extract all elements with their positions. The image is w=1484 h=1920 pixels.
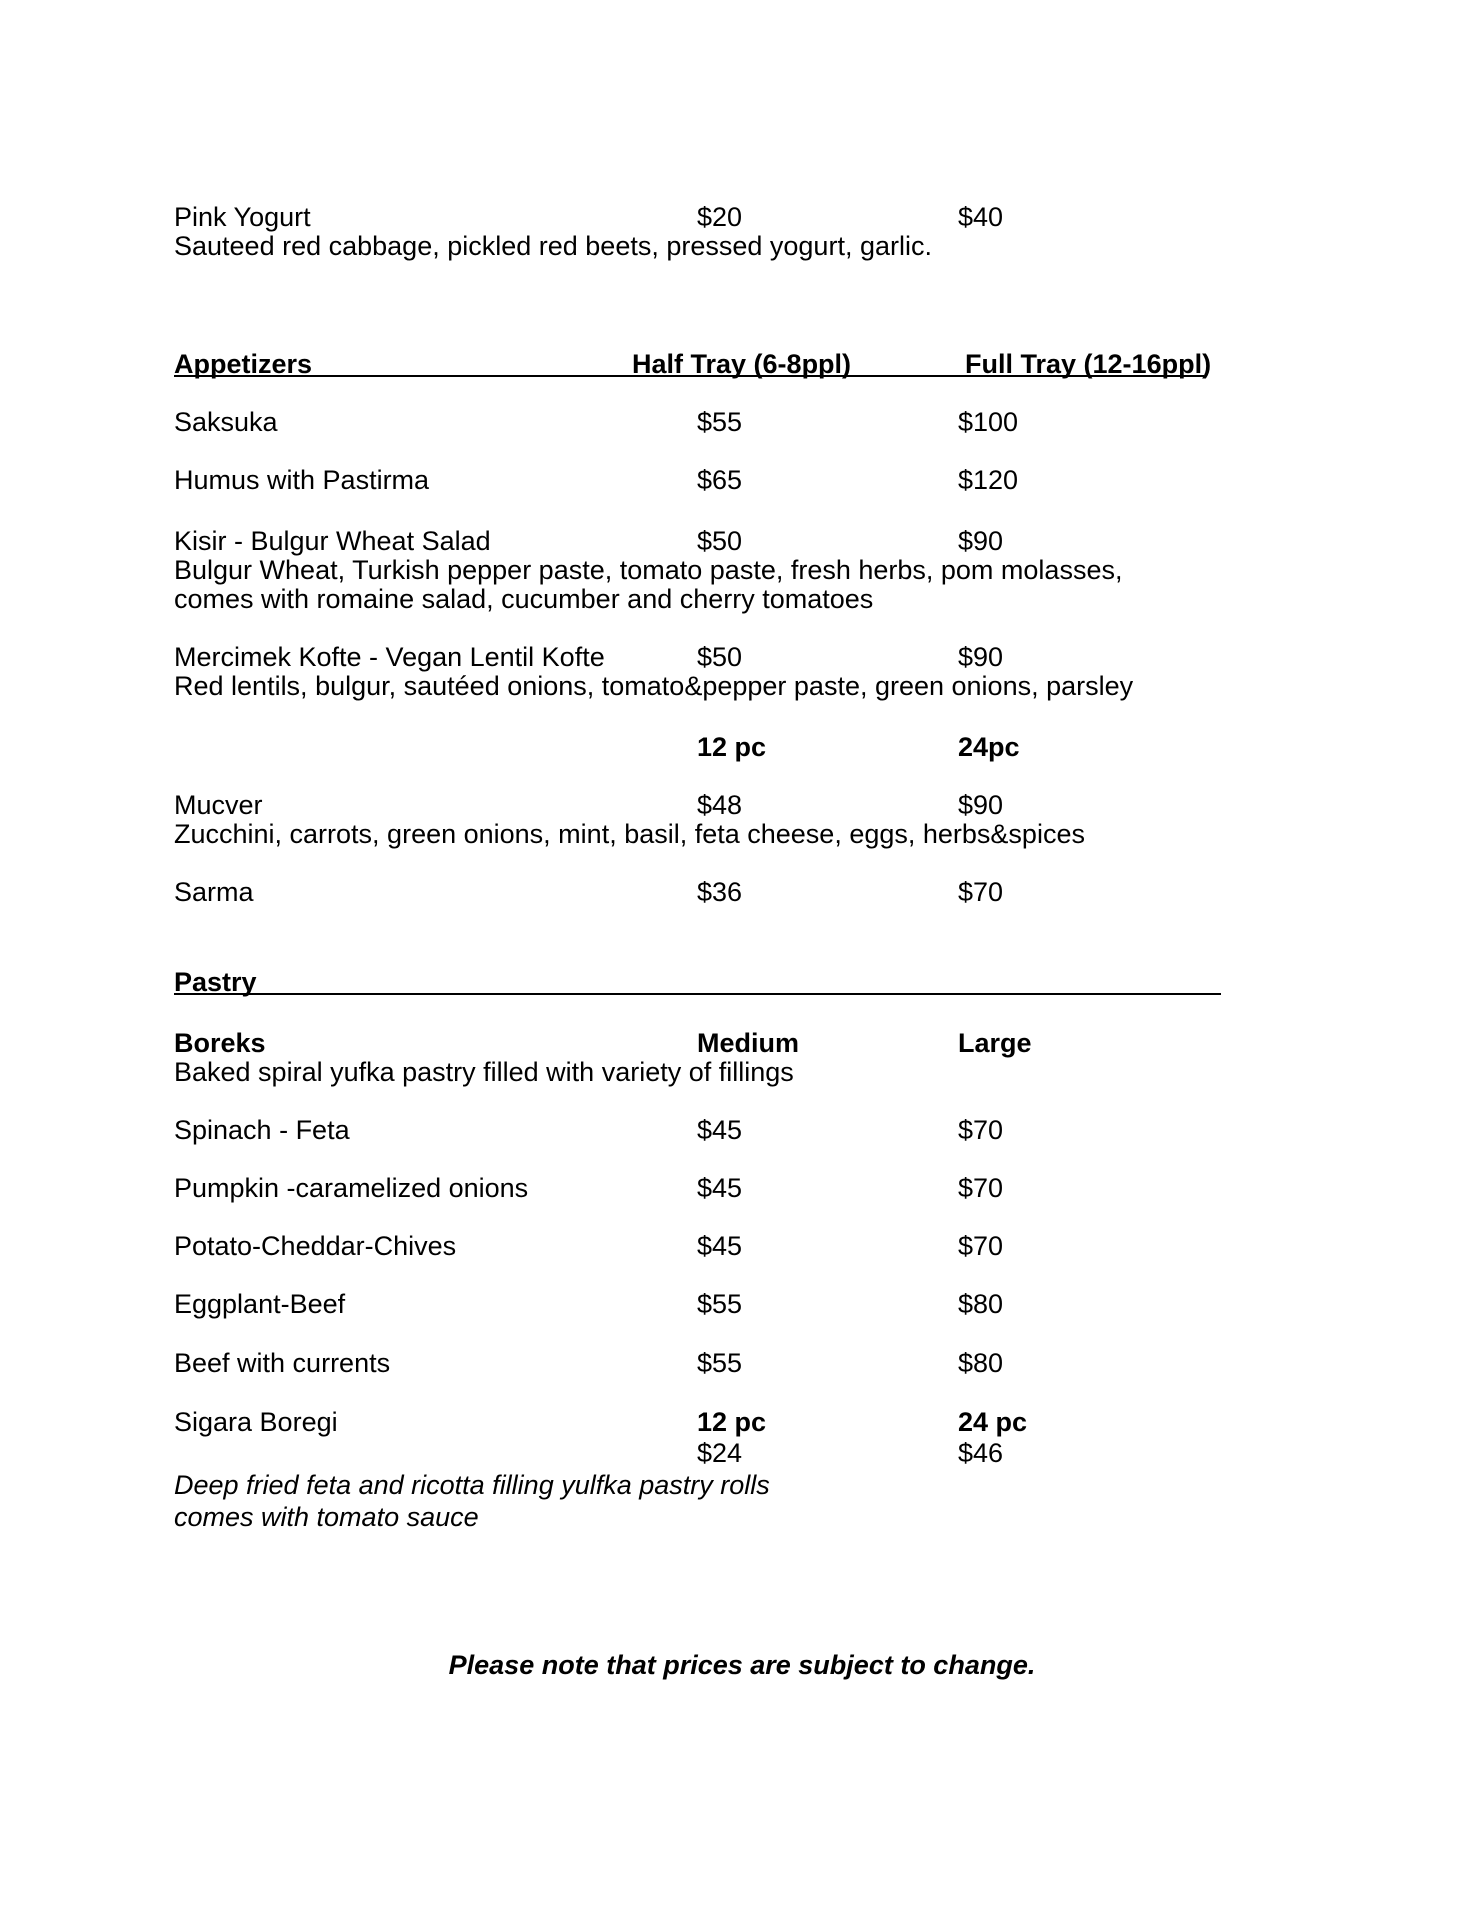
- menu-item-description: Bulgur Wheat, Turkish pepper paste, tomato paste, fresh herbs, pom molasses,: [174, 555, 1123, 585]
- menu-item-description: Sauteed red cabbage, pickled red beets, pressed yogurt, garlic.: [174, 231, 932, 261]
- column-header-medium: Medium: [697, 1028, 800, 1058]
- menu-item-description: comes with tomato sauce: [174, 1502, 479, 1532]
- menu-item-price-small: $48: [697, 790, 743, 820]
- menu-item-price-large: $80: [958, 1348, 1004, 1378]
- menu-item-price-medium: $45: [697, 1231, 743, 1261]
- menu-item-price-full: $90: [958, 642, 1004, 672]
- footer-note: Please note that prices are subject to change.: [448, 1650, 1036, 1680]
- column-header-half-tray: Half Tray (6-8ppl): [632, 349, 852, 379]
- menu-item-price-large: $80: [958, 1289, 1004, 1319]
- menu-item-price-large: $70: [958, 1231, 1004, 1261]
- menu-item-name: Mercimek Kofte - Vegan Lentil Kofte: [174, 642, 605, 672]
- menu-item-name: Eggplant-Beef: [174, 1289, 346, 1319]
- subsection-title-boreks: Boreks: [174, 1028, 266, 1058]
- menu-item-price-large: $46: [958, 1438, 1004, 1468]
- menu-item-name: Pumpkin -caramelized onions: [174, 1173, 529, 1203]
- section-title-appetizers: Appetizers: [174, 349, 313, 379]
- section-underline: [174, 993, 1221, 995]
- menu-item-price-half: $50: [697, 642, 743, 672]
- menu-item-price-half: $50: [697, 526, 743, 556]
- menu-item-description: comes with romaine salad, cucumber and cherry tomatoes: [174, 584, 874, 614]
- menu-item-price-large: $90: [958, 790, 1004, 820]
- menu-item-price-medium: $55: [697, 1348, 743, 1378]
- section-underline: [174, 375, 1204, 377]
- column-header-full-tray: Full Tray (12-16ppl): [965, 349, 1212, 379]
- section-title-pastry: Pastry: [174, 967, 257, 997]
- menu-item-price-medium: $45: [697, 1173, 743, 1203]
- menu-item-price-full: $90: [958, 526, 1004, 556]
- menu-item-price-half: $55: [697, 407, 743, 437]
- menu-item-name: Sigara Boregi: [174, 1407, 338, 1437]
- menu-item-price-large: $70: [958, 1173, 1004, 1203]
- menu-item-price-medium: $45: [697, 1115, 743, 1145]
- column-header-large: Large: [958, 1028, 1032, 1058]
- column-header-12pc: 12 pc: [697, 1407, 767, 1437]
- menu-item-price-full: $40: [958, 202, 1004, 232]
- menu-item-description: Zucchini, carrots, green onions, mint, basil, feta cheese, eggs, herbs&spices: [174, 819, 1085, 849]
- menu-item-price-half: $20: [697, 202, 743, 232]
- menu-item-name: Beef with currents: [174, 1348, 391, 1378]
- menu-item-name: Mucver: [174, 790, 263, 820]
- menu-item-name: Pink Yogurt: [174, 202, 311, 232]
- column-header-24pc: 24pc: [958, 732, 1020, 762]
- menu-item-price-small: $24: [697, 1438, 743, 1468]
- menu-item-name: Saksuka: [174, 407, 278, 437]
- column-header-12pc: 12 pc: [697, 732, 767, 762]
- menu-item-price-half: $65: [697, 465, 743, 495]
- menu-item-price-full: $100: [958, 407, 1019, 437]
- menu-item-price-medium: $55: [697, 1289, 743, 1319]
- menu-item-name: Potato-Cheddar-Chives: [174, 1231, 457, 1261]
- menu-item-name: Sarma: [174, 877, 254, 907]
- menu-item-name: Spinach - Feta: [174, 1115, 350, 1145]
- menu-item-name: Humus with Pastirma: [174, 465, 430, 495]
- menu-item-price-large: $70: [958, 877, 1004, 907]
- menu-item-price-large: $70: [958, 1115, 1004, 1145]
- menu-item-description: Red lentils, bulgur, sautéed onions, tomato&pepper paste, green onions, parsley: [174, 671, 1134, 701]
- column-header-24pc: 24 pc: [958, 1407, 1028, 1437]
- menu-item-description: Deep fried feta and ricotta filling yulfka pastry rolls: [174, 1470, 770, 1500]
- menu-item-price-small: $36: [697, 877, 743, 907]
- menu-item-name: Kisir - Bulgur Wheat Salad: [174, 526, 491, 556]
- menu-item-price-full: $120: [958, 465, 1019, 495]
- menu-item-description: Baked spiral yufka pastry filled with variety of fillings: [174, 1057, 794, 1087]
